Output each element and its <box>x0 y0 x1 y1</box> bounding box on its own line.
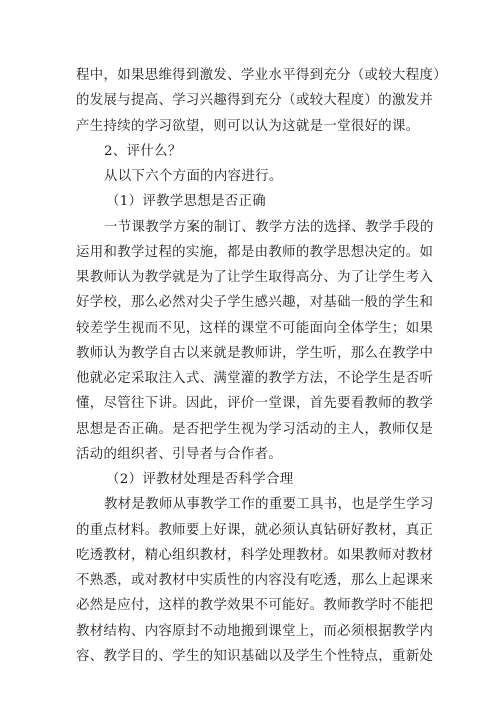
body-text <box>76 63 447 669</box>
section-number-heading: 2、评什么？ <box>104 143 182 159</box>
paragraph-line: 好学校，那么必然对尖子学生感兴趣，对基础一般的学生和 <box>76 295 434 311</box>
paragraph-line: 思想是否正确。是否把学生视为学习活动的主人，教师仅是 <box>76 421 434 437</box>
paragraph-line: 懂，尽管往下讲。因此，评价一堂课，首先要看教师的教学 <box>76 396 434 412</box>
paragraph-line: 活动的组织者、引导者与合作者。 <box>76 446 283 462</box>
paragraph-line: 一节课教学方案的制订、教学方法的选择、教学手段的 <box>104 219 434 235</box>
paragraph-line: 的重点材料。教师要上好课，就必须认真钻研好教材，真正 <box>76 522 434 538</box>
paragraph-line: 运用和教学过程的实施，都是由教师的教学思想决定的。如 <box>76 244 434 260</box>
paragraph-line: 不熟悉，或对教材中实质性的内容没有吃透，那么上起课来 <box>76 573 434 588</box>
subsection-heading: （1）评教学思想是否正确 <box>106 194 267 210</box>
paragraph-line: 产生持续的学习欲望，则可以认为这就是一堂很好的课。 <box>76 118 420 134</box>
paragraph-line: 教师认为教学自古以来就是教师讲，学生听，那么在教学中 <box>76 345 434 361</box>
paragraph-line: 吃透教材，精心组织教材，科学处理教材。如果教师对教材 <box>76 547 434 563</box>
subsection-heading: （2）评教材处理是否科学合理 <box>106 472 294 487</box>
paragraph-line: 从以下六个方面的内容进行。 <box>104 169 283 184</box>
paragraph-line: 的发展与提高、学习兴趣得到充分（或较大程度）的激发并 <box>76 93 434 109</box>
paragraph-line: 容、教学目的、学生的知识基础以及学生个性特点，重新处 <box>76 648 434 664</box>
paragraph-line: 教材结构、内容原封不动地搬到课堂上，而必须根据教学内 <box>76 623 434 639</box>
paragraph-line: 他就必定采取注入式、满堂灌的教学方法，不论学生是否听 <box>76 371 434 386</box>
paragraph-line: 较差学生视而不见，这样的课堂不可能面向全体学生；如果 <box>76 320 434 336</box>
paragraph-line: 教材是教师从事教学工作的重要工具书，也是学生学习 <box>104 497 434 513</box>
paragraph-line: 必然是应付，这样的教学效果不可能好。教师教学时不能把 <box>76 598 434 614</box>
paragraph-line: 程中，如果思维得到激发、学业水平得到充分（或较大程度） <box>76 68 447 83</box>
paragraph-line: 果教师认为教学就是为了让学生取得高分、为了让学生考入 <box>76 270 434 285</box>
